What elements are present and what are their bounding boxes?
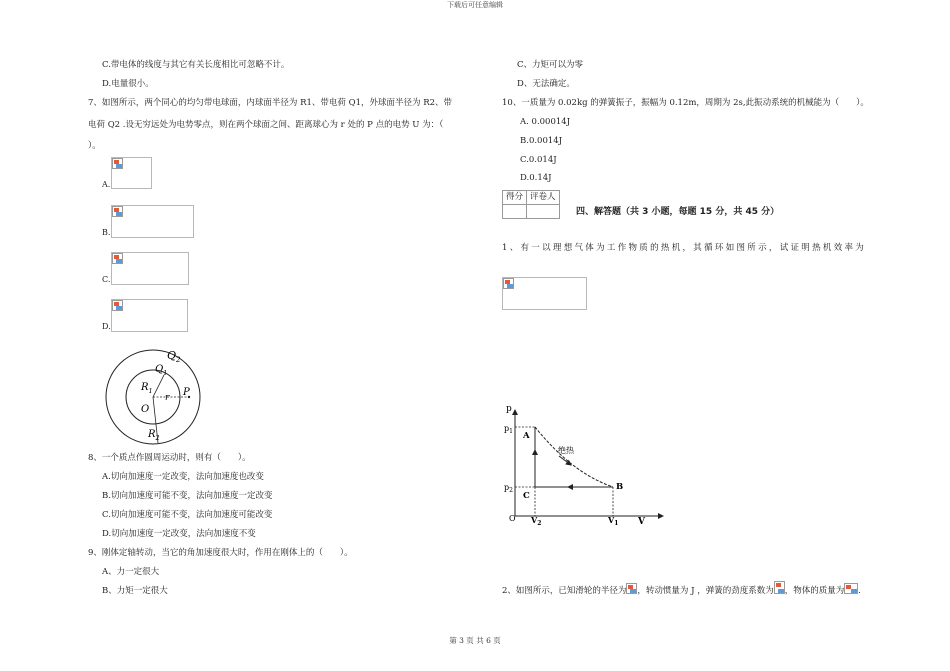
p-axis-label: p [506, 404, 512, 414]
grader-cell[interactable] [527, 205, 560, 219]
score-cell[interactable] [503, 205, 527, 219]
page-header: 下载后可任意编辑 [447, 1, 503, 9]
label-r: r [165, 393, 170, 403]
point-a-label: A [523, 431, 530, 441]
option-c-prev: C.带电体的线度与其它有关长度相比可忽略不计。 [102, 60, 290, 70]
question-1: 1、有一以理想气体为工作物质的热机，其循环如图所示，试证明热机效率为 [502, 243, 867, 253]
page-footer: 第 3 页 共 6 页 [449, 636, 501, 645]
label-r2: $R_2$ [148, 429, 160, 442]
label-r1: $R_1$ [141, 382, 153, 395]
efficiency-formula-image [502, 277, 587, 310]
broken-image-icon [112, 253, 123, 264]
q8-option-d: D.切向加速度一定改变，法向加速度不变 [102, 529, 256, 539]
q2-text-1: 2、如图所示，已知滑轮的半径为 [502, 586, 627, 596]
option-d-prev: D.电量很小。 [102, 79, 154, 89]
v2-label: $V_2$ [531, 515, 542, 527]
origin-label: O [509, 514, 516, 523]
question-7-line3: ）。 [88, 141, 101, 151]
question-7-line1: 7、如图所示，两个同心的均匀带电球面，内球面半径为 R1、带电荷 Q1，外球面半径为 R2、带 [88, 98, 453, 108]
q2-text-4: . [858, 586, 861, 596]
q9-option-c: C、力矩可以为零 [517, 60, 584, 70]
section-title: 四、解答题（共 3 小题，每题 15 分，共 45 分） [576, 207, 780, 217]
v1-label: $V_1$ [608, 515, 619, 527]
q8-option-c: C.切向加速度可能不变，法向加速度可能改变 [102, 510, 273, 520]
v-axis-label: V [638, 517, 645, 527]
question-2 [502, 581, 861, 596]
question-10: 10、一质量为 0.02kg 的弹簧振子，振幅为 0.12m，周期为 2s,此振动系统的机械能为（ ）。 [502, 98, 869, 108]
q2-text-2: ，转动惯量为 J ，弹簧的劲度系数为 [637, 586, 774, 596]
grader-label: 评卷人 [527, 191, 560, 205]
label-p: P [183, 387, 190, 398]
q9-option-d: D、无法确定。 [517, 79, 575, 89]
broken-image-icon [112, 206, 123, 217]
broken-image-icon [503, 278, 514, 289]
q7-option-d: D. [102, 322, 111, 331]
q10-option-a: A. 0.00014J [520, 117, 571, 127]
label-o: O [141, 404, 150, 415]
q7-option-b-image [111, 205, 194, 238]
broken-image-icon [112, 158, 123, 169]
q10-option-d: D.0.14J [520, 173, 552, 183]
question-7-line2: 电荷 Q2 .设无穷远处为电势零点，则在两个球面之间、距离球心为 r 处的 P 点的电势 U 为：（ [88, 120, 444, 130]
label-q1: $Q_1$ [155, 364, 168, 377]
q9-option-b: B、力矩一定很大 [102, 586, 168, 596]
broken-image-icon [626, 583, 637, 594]
q9-option-a: A、力一定很大 [102, 567, 160, 577]
point-b-label: B [616, 482, 624, 492]
score-table [502, 190, 560, 219]
q7-option-c: C. [102, 275, 111, 284]
question-8: 8、一个质点作圆周运动时，则有（ ）。 [88, 453, 251, 463]
concentric-spheres-figure [105, 345, 215, 447]
q7-option-b: B. [102, 228, 111, 237]
question-9: 9、刚体定轴转动，当它的角加速度很大时，作用在刚体上的（ ）。 [88, 548, 353, 558]
score-label: 得分 [503, 191, 527, 205]
pv-cycle-diagram [496, 398, 671, 528]
broken-image-icon [112, 300, 123, 311]
q10-option-c: C.0.014J [520, 155, 557, 165]
q8-option-a: A.切向加速度一定改变，法向加速度也改变 [102, 472, 264, 482]
label-q2: $Q_2$ [167, 349, 181, 364]
broken-image-icon [844, 583, 858, 594]
adiabatic-label: 绝热 [558, 446, 574, 455]
point-c-label: C [523, 491, 530, 501]
broken-image-icon [774, 581, 785, 594]
q8-option-b: B.切向加速度可能不变，法向加速度一定改变 [102, 491, 273, 501]
q10-option-b: B.0.0014J [520, 136, 563, 146]
p2-label: $p_2$ [504, 483, 513, 494]
q7-option-a: A. [102, 180, 111, 189]
q2-text-3: ，物体的质量为 [784, 586, 845, 596]
p1-label: $p_1$ [504, 424, 513, 435]
